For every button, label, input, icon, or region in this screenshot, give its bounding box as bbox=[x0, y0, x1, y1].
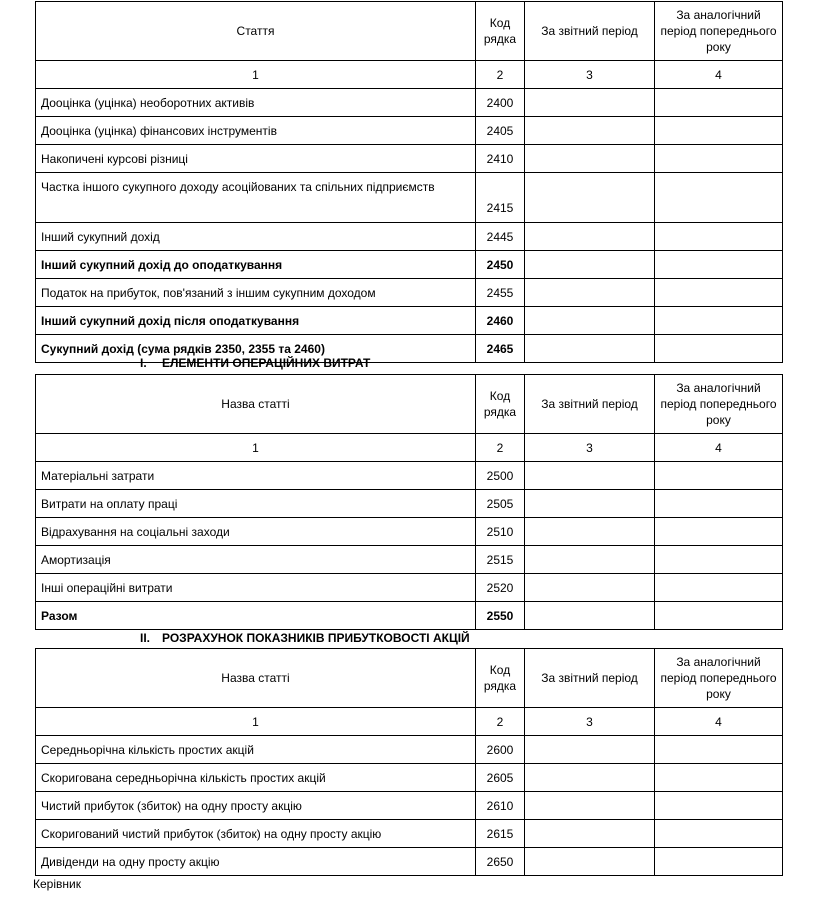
previous-period-cell[interactable] bbox=[655, 546, 783, 574]
previous-period-cell[interactable] bbox=[655, 335, 783, 363]
previous-period-cell[interactable] bbox=[655, 89, 783, 117]
row-code: 2650 bbox=[476, 848, 525, 876]
previous-period-cell[interactable] bbox=[655, 820, 783, 848]
table-row bbox=[36, 736, 783, 764]
row-name: Разом bbox=[36, 602, 476, 630]
row-code: 2415 bbox=[476, 173, 525, 223]
other-comprehensive-income-table bbox=[35, 1, 783, 363]
previous-period-cell[interactable] bbox=[655, 602, 783, 630]
header-item: Назва статті bbox=[36, 649, 476, 708]
row-code: 2520 bbox=[476, 574, 525, 602]
column-number-row bbox=[36, 708, 783, 736]
column-number: 3 bbox=[525, 708, 655, 736]
table-row bbox=[36, 173, 783, 223]
row-name: Інший сукупний дохід до оподаткування bbox=[36, 251, 476, 279]
header-code: Код рядка bbox=[476, 2, 525, 61]
section-heading: РОЗРАХУНОК ПОКАЗНИКІВ ПРИБУТКОВОСТІ АКЦІЙ bbox=[162, 631, 470, 645]
current-period-cell[interactable] bbox=[525, 335, 655, 363]
row-code: 2550 bbox=[476, 602, 525, 630]
header-item: Назва статті bbox=[36, 375, 476, 434]
table-row bbox=[36, 490, 783, 518]
row-name: Дивіденди на одну просту акцію bbox=[36, 848, 476, 876]
header-previous-period: За аналогічний період попереднього року bbox=[655, 2, 783, 61]
table-header-row bbox=[36, 649, 783, 708]
row-name: Дооцінка (уцінка) необоротних активів bbox=[36, 89, 476, 117]
row-code: 2460 bbox=[476, 307, 525, 335]
header-previous-period: За аналогічний період попереднього року bbox=[655, 375, 783, 434]
current-period-cell[interactable] bbox=[525, 279, 655, 307]
column-number: 1 bbox=[36, 708, 476, 736]
row-code: 2410 bbox=[476, 145, 525, 173]
row-name: Інший сукупний дохід після оподаткування bbox=[36, 307, 476, 335]
previous-period-cell[interactable] bbox=[655, 792, 783, 820]
row-code: 2610 bbox=[476, 792, 525, 820]
current-period-cell[interactable] bbox=[525, 820, 655, 848]
operating-expenses-table bbox=[35, 374, 783, 630]
row-name: Накопичені курсові різниці bbox=[36, 145, 476, 173]
column-number: 3 bbox=[525, 61, 655, 89]
column-number-row bbox=[36, 61, 783, 89]
previous-period-cell[interactable] bbox=[655, 145, 783, 173]
table-row bbox=[36, 279, 783, 307]
column-number: 4 bbox=[655, 708, 783, 736]
column-number-row bbox=[36, 434, 783, 462]
row-code: 2445 bbox=[476, 223, 525, 251]
column-number: 2 bbox=[476, 708, 525, 736]
row-code: 2615 bbox=[476, 820, 525, 848]
signature-label: Керівник bbox=[33, 877, 81, 891]
current-period-cell[interactable] bbox=[525, 145, 655, 173]
table-header-row bbox=[36, 2, 783, 61]
table-row bbox=[36, 518, 783, 546]
row-code: 2465 bbox=[476, 335, 525, 363]
header-current-period: За звітний період bbox=[525, 375, 655, 434]
row-code: 2405 bbox=[476, 117, 525, 145]
table-row bbox=[36, 145, 783, 173]
section-heading: ЕЛЕМЕНТИ ОПЕРАЦІЙНИХ ВИТРАТ bbox=[162, 356, 371, 370]
current-period-cell[interactable] bbox=[525, 764, 655, 792]
current-period-cell[interactable] bbox=[525, 89, 655, 117]
current-period-cell[interactable] bbox=[525, 462, 655, 490]
row-name: Витрати на оплату праці bbox=[36, 490, 476, 518]
current-period-cell[interactable] bbox=[525, 223, 655, 251]
table-row bbox=[36, 792, 783, 820]
share-profitability-table bbox=[35, 648, 783, 876]
previous-period-cell[interactable] bbox=[655, 251, 783, 279]
current-period-cell[interactable] bbox=[525, 307, 655, 335]
current-period-cell[interactable] bbox=[525, 792, 655, 820]
column-number: 3 bbox=[525, 434, 655, 462]
table-row bbox=[36, 462, 783, 490]
column-number: 1 bbox=[36, 61, 476, 89]
table-row bbox=[36, 251, 783, 279]
row-code: 2605 bbox=[476, 764, 525, 792]
row-name: Сукупний дохід (сума рядків 2350, 2355 та 2460) bbox=[36, 335, 476, 363]
current-period-cell[interactable] bbox=[525, 546, 655, 574]
previous-period-cell[interactable] bbox=[655, 173, 783, 223]
row-code: 2455 bbox=[476, 279, 525, 307]
row-name: Середньорічна кількість простих акцій bbox=[36, 736, 476, 764]
current-period-cell[interactable] bbox=[525, 490, 655, 518]
row-name: Інший сукупний дохід bbox=[36, 223, 476, 251]
column-number: 2 bbox=[476, 61, 525, 89]
previous-period-cell[interactable] bbox=[655, 279, 783, 307]
previous-period-cell[interactable] bbox=[655, 462, 783, 490]
row-name: Частка іншого сукупного доходу асоційованих та спільних підприємств bbox=[36, 173, 476, 223]
row-code: 2450 bbox=[476, 251, 525, 279]
row-name: Чистий прибуток (збиток) на одну просту акцію bbox=[36, 792, 476, 820]
previous-period-cell[interactable] bbox=[655, 223, 783, 251]
table-header-row bbox=[36, 375, 783, 434]
section-number: I. bbox=[140, 356, 147, 370]
table-row bbox=[36, 820, 783, 848]
row-code: 2400 bbox=[476, 89, 525, 117]
row-code: 2515 bbox=[476, 546, 525, 574]
row-code: 2600 bbox=[476, 736, 525, 764]
current-period-cell[interactable] bbox=[525, 117, 655, 145]
table-row bbox=[36, 89, 783, 117]
current-period-cell[interactable] bbox=[525, 602, 655, 630]
row-name: Інші операційні витрати bbox=[36, 574, 476, 602]
column-number: 4 bbox=[655, 434, 783, 462]
table-row bbox=[36, 574, 783, 602]
section-number: II. bbox=[140, 631, 151, 645]
row-name: Дооцінка (уцінка) фінансових інструментів bbox=[36, 117, 476, 145]
header-previous-period: За аналогічний період попереднього року bbox=[655, 649, 783, 708]
current-period-cell[interactable] bbox=[525, 848, 655, 876]
row-name: Податок на прибуток, пов'язаний з іншим сукупним доходом bbox=[36, 279, 476, 307]
table-row bbox=[36, 764, 783, 792]
row-name: Амортизація bbox=[36, 546, 476, 574]
table-row bbox=[36, 307, 783, 335]
header-code: Код рядка bbox=[476, 375, 525, 434]
section-title-share-profitability bbox=[140, 631, 470, 645]
current-period-cell[interactable] bbox=[525, 173, 655, 223]
previous-period-cell[interactable] bbox=[655, 518, 783, 546]
previous-period-cell[interactable] bbox=[655, 117, 783, 145]
row-code: 2510 bbox=[476, 518, 525, 546]
section-title-operating-expenses bbox=[140, 356, 370, 370]
table-row bbox=[36, 546, 783, 574]
row-name: Відрахування на соціальні заходи bbox=[36, 518, 476, 546]
row-name: Скоригована середньорічна кількість простих акцій bbox=[36, 764, 476, 792]
previous-period-cell[interactable] bbox=[655, 490, 783, 518]
header-item: Стаття bbox=[36, 2, 476, 61]
current-period-cell[interactable] bbox=[525, 736, 655, 764]
previous-period-cell[interactable] bbox=[655, 848, 783, 876]
current-period-cell[interactable] bbox=[525, 574, 655, 602]
row-code: 2500 bbox=[476, 462, 525, 490]
table-row bbox=[36, 848, 783, 876]
header-current-period: За звітний період bbox=[525, 2, 655, 61]
current-period-cell[interactable] bbox=[525, 518, 655, 546]
row-name: Матеріальні затрати bbox=[36, 462, 476, 490]
previous-period-cell[interactable] bbox=[655, 736, 783, 764]
header-code: Код рядка bbox=[476, 649, 525, 708]
previous-period-cell[interactable] bbox=[655, 307, 783, 335]
column-number: 2 bbox=[476, 434, 525, 462]
current-period-cell[interactable] bbox=[525, 251, 655, 279]
row-name: Скоригований чистий прибуток (збиток) на одну просту акцію bbox=[36, 820, 476, 848]
previous-period-cell[interactable] bbox=[655, 574, 783, 602]
column-number: 1 bbox=[36, 434, 476, 462]
table-row bbox=[36, 602, 783, 630]
header-current-period: За звітний період bbox=[525, 649, 655, 708]
column-number: 4 bbox=[655, 61, 783, 89]
row-code: 2505 bbox=[476, 490, 525, 518]
table-row bbox=[36, 223, 783, 251]
table-row bbox=[36, 117, 783, 145]
previous-period-cell[interactable] bbox=[655, 764, 783, 792]
